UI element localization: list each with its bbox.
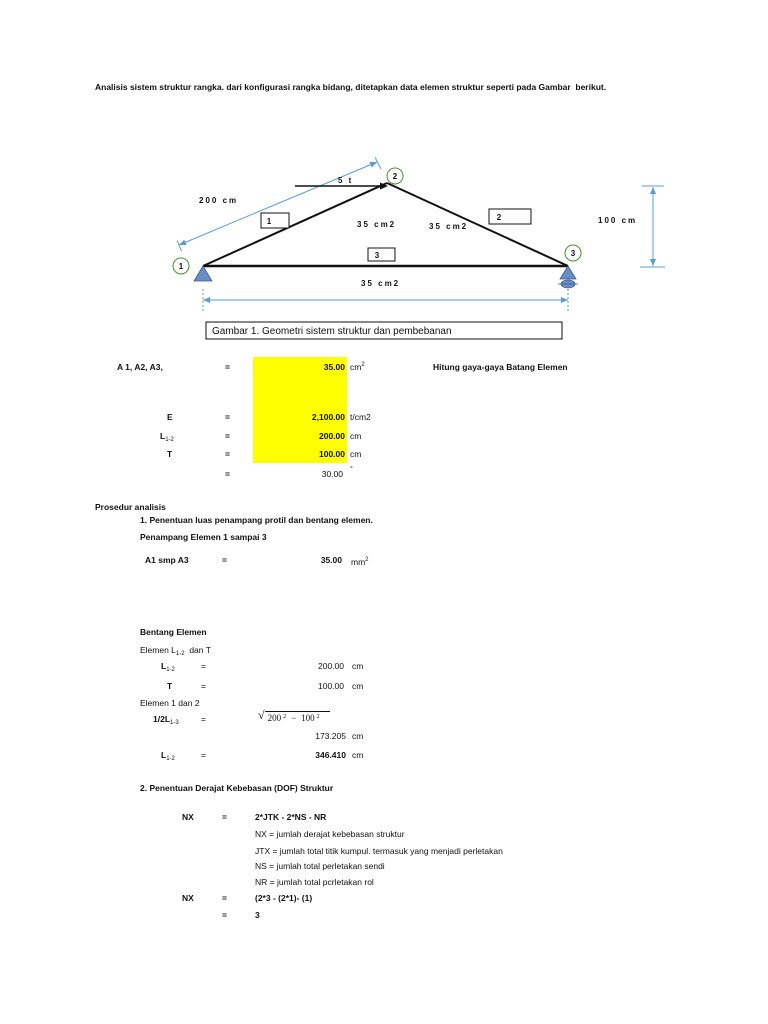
input-e-value: 2,100.00 xyxy=(311,412,345,422)
element-1-tag-label: 1 xyxy=(266,217,272,226)
step1-l12-total-unit: cm xyxy=(352,750,364,760)
step2-formula-equals: = xyxy=(222,812,227,822)
figure-caption-text: Gambar 1. Geometri sistem struktur dan pembebanan xyxy=(212,326,452,337)
step2-formula-expression: 2*JTK - 2*NS - NR xyxy=(255,812,327,822)
element-2-tag xyxy=(489,209,531,224)
step1-l12-equals: = xyxy=(201,661,206,671)
radicand-operator: − xyxy=(291,713,297,723)
pin-support xyxy=(194,266,212,281)
step1-half-l13-label xyxy=(153,713,179,725)
step1-span-section: Bentang Elemen xyxy=(140,627,207,637)
area-label-element-3: 35 cm2 xyxy=(361,279,401,288)
procedure-heading: Prosedur analisis xyxy=(95,502,166,512)
step1-title: 1. Penentuan luas penampang protil dan bentang elemen. xyxy=(140,515,373,525)
step2-result-value: 3 xyxy=(255,910,260,920)
step1-half-l13-symbol: 1/2L xyxy=(153,714,171,724)
input-t-equals: = xyxy=(225,449,230,459)
step1-l12-label xyxy=(161,660,175,672)
area-label-element-1: 35 cm2 xyxy=(357,220,397,229)
element-2-tag-box xyxy=(489,209,531,224)
step1-l12-subscript: 1-2 xyxy=(166,667,175,673)
input-e-label: E xyxy=(167,412,173,422)
input-l12-label xyxy=(160,430,174,442)
step1-elements-note: Elemen 1 dan 2 xyxy=(140,698,200,708)
step1-t-equals: = xyxy=(201,681,206,691)
step1-area-value: 35.00 xyxy=(320,555,342,565)
input-area-label: A 1, A2, A3, xyxy=(117,362,163,372)
dimension-span xyxy=(203,289,568,311)
input-angle-unit: ° xyxy=(350,466,353,473)
input-area-unit xyxy=(350,361,365,373)
step1-half-l13-value: 173.205 xyxy=(315,731,346,741)
dimension-diagonal-tick-end xyxy=(375,157,381,169)
step1-l12-total-label xyxy=(161,749,175,761)
dimension-height-arrow-bottom xyxy=(650,259,656,266)
radicand-b: 100 xyxy=(301,713,315,723)
element-3-tag xyxy=(368,248,395,261)
step2-definition-jtx: JTX = jumlah total titik kumpul. termasuk yang menjadi perletakan xyxy=(255,846,503,856)
input-t-label: T xyxy=(167,449,173,459)
step1-l12-total-symbol: L xyxy=(161,750,167,760)
input-area-unit-exponent: 2 xyxy=(361,362,365,368)
input-e-equals: = xyxy=(225,412,230,422)
step2-substitution-expression: (2*3 - (2*1)- (1) xyxy=(255,893,313,903)
input-area-unit-base: cm xyxy=(350,362,362,372)
dimension-height-arrow-top xyxy=(650,187,656,194)
input-l12-subscript: 1-2 xyxy=(165,437,174,443)
step2-substitution-equals: = xyxy=(222,893,227,903)
step1-area-unit-exponent: 2 xyxy=(365,557,369,563)
radicand-b-exponent: 2 xyxy=(316,714,320,720)
roller-support xyxy=(558,266,578,288)
step1-span-intro-suffix: dan T xyxy=(184,645,211,655)
dimension-span-arrow-left xyxy=(203,297,210,303)
intro-text: Analisis sistem struktur rangka. dari konfigurasi rangka bidang, ditetapkan data elemen struktur seperti pada Gambar berikut. xyxy=(95,82,607,92)
step1-half-l13-subscript: 1-3 xyxy=(170,720,179,726)
dimension-diagonal-label: 200 cm xyxy=(199,196,239,205)
radical-sign: √ xyxy=(258,708,265,722)
step1-span-intro xyxy=(140,644,211,656)
step1-half-l13-unit: cm xyxy=(352,731,364,741)
dimension-height xyxy=(640,186,665,267)
step1-span-intro-subscript: 1-2 xyxy=(175,651,185,657)
node-3-label: 3 xyxy=(570,249,576,258)
input-t-unit: cm xyxy=(350,449,362,459)
sqrt-expression xyxy=(258,710,330,723)
member-2 xyxy=(387,183,568,266)
figure-caption xyxy=(206,322,562,339)
step1-area-section: Penampang Elemen 1 sampai 3 xyxy=(140,532,267,542)
step2-substitution-label: NX xyxy=(182,893,194,903)
radicand-a-exponent: 2 xyxy=(283,714,287,720)
input-area-equals: = xyxy=(225,362,230,372)
step2-definition-ns: NS = jumlah total perletakan sendi xyxy=(255,861,385,871)
radicand-a: 200 xyxy=(267,713,282,723)
step1-t-value: 100.00 xyxy=(318,681,344,691)
input-t-value: 100.00 xyxy=(319,449,345,459)
step1-area-equals: = xyxy=(222,555,227,565)
roller-support-triangle xyxy=(560,266,576,279)
input-l12-unit: cm xyxy=(350,431,362,441)
pin-support-triangle xyxy=(194,266,212,281)
input-angle-equals: = xyxy=(225,469,230,479)
step2-title: 2. Penentuan Derajat Kebebasan (DOF) Struktur xyxy=(140,783,334,793)
load-label: 5 t xyxy=(338,176,354,185)
dimension-span-arrow-right xyxy=(561,297,568,303)
step2-result-equals: = xyxy=(222,910,227,920)
step2-definition-nx: NX = jumlah derajat kebebasan struktur xyxy=(255,829,405,839)
element-1-tag xyxy=(261,213,289,228)
element-2-tag-label: 2 xyxy=(496,213,502,222)
node-1 xyxy=(173,258,189,274)
task-note: Hitung gaya-gaya Batang Elemen xyxy=(433,362,568,372)
element-1-tag-box xyxy=(261,213,289,228)
input-e-unit: t/cm2 xyxy=(350,412,371,422)
node-2-label: 2 xyxy=(392,172,398,181)
step1-area-unit xyxy=(351,556,369,568)
step1-l12-unit: cm xyxy=(352,661,364,671)
input-angle-value: 30.00 xyxy=(321,469,343,479)
input-l12-equals: = xyxy=(225,431,230,441)
truss-figure xyxy=(0,0,768,350)
element-3-tag-label: 3 xyxy=(374,251,380,260)
step1-t-unit: cm xyxy=(352,681,364,691)
step1-half-l13-equals: = xyxy=(201,714,206,724)
area-label-element-2: 35 cm2 xyxy=(429,222,469,231)
step1-l12-symbol: L xyxy=(161,661,167,671)
step1-l12-total-value: 346.410 xyxy=(315,750,346,760)
step1-area-unit-base: mm xyxy=(351,557,366,567)
step2-definition-nr: NR = jumlah total pcrletakan rol xyxy=(255,877,374,887)
step1-l12-value: 200.00 xyxy=(318,661,344,671)
dimension-height-label: 100 cm xyxy=(598,216,638,225)
input-l12-symbol: L xyxy=(160,431,166,441)
node-2 xyxy=(387,168,403,184)
step2-formula-label: NX xyxy=(182,812,194,822)
input-area-value: 35.00 xyxy=(323,362,345,372)
dimension-diagonal-tick-start xyxy=(177,240,181,251)
node-1-label: 1 xyxy=(178,262,184,271)
input-l12-value: 200.00 xyxy=(319,431,345,441)
step1-l12-total-equals: = xyxy=(201,750,206,760)
step1-span-intro-prefix: Elemen L xyxy=(140,645,176,655)
node-3 xyxy=(565,245,581,261)
element-3-tag-box xyxy=(368,248,395,261)
radicand xyxy=(265,711,330,723)
step1-t-label: T xyxy=(167,681,173,691)
step1-l12-total-subscript: 1-2 xyxy=(166,756,175,762)
step1-area-label: A1 smp A3 xyxy=(145,555,189,565)
